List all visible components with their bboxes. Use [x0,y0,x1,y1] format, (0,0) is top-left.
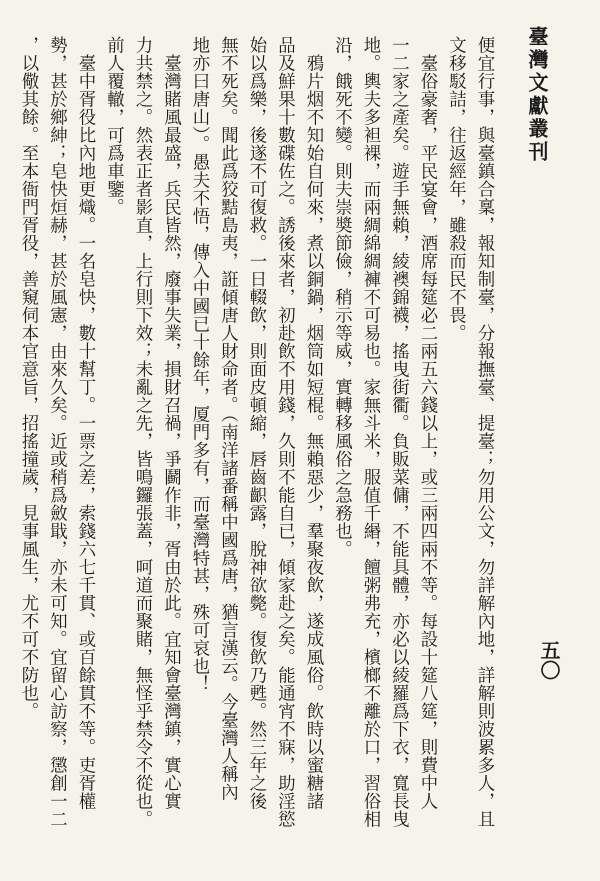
text-line: 沿，餓死不變。則夫崇奬節儉，稍示等威，實轉移風俗之急務也。 [331,36,352,558]
body-text [18,36,498,828]
text-line: 始以爲樂，後遂不可復救。一日輟飲，則面皮頓縮，唇齒齞露，脫神欲斃。復飲乃甦。然三年之後 [246,36,266,810]
text-line: 便宜行事，與臺鎮合稟，報知制臺，分報撫臺、提臺；勿用公文，勿詳解內地，詳解則波累多人，且 [474,36,494,828]
page-number: 五〇 [537,640,561,680]
text-line: 無不死矣。聞此爲狡黠島夷，誑傾唐人財命者。（南洋諸番稱中國爲唐，猶言漢云。今臺灣人稱內 [217,36,238,802]
text-line: 前人覆轍，可爲車鑒。 [103,36,124,216]
text-line: 一二家之產矣。遊手無賴，綾襖錦襪，搖曳街衢。負販菜傭，不能具體，亦必以綾羅爲下衣，寬長曳 [388,36,409,828]
text-line: 力共禁之。然表正者影直，上行則下效；未亂之先，皆鳴鑼張蓋，呵道而聚賭，無怪乎禁令不從也。 [132,36,152,828]
text-line: 臺中胥役比內地更熾。一名皂快，數十幫丁。一票之差，索錢六七千貫、或百餘貫不等。吏胥權 [75,54,95,810]
text-line: ，以儆其餘。至本衙門胥役，善窺伺本官意旨，招搖撞歲，見事風生，尤不可不防也。 [18,36,38,720]
text-line: 鴉片烟不知始自何來，煮以銅鍋，烟筒如短棍。無賴惡少，羣聚夜飲，遂成風俗。飲時以蜜糖諸 [303,54,323,810]
text-line: 臺俗豪奢，平民宴會，酒席每筵必二兩五六錢以上，或三兩四兩不等。每設十筵八筵，則費中人 [417,54,437,810]
running-header-title: 臺灣文獻叢刊 [525,26,549,164]
text-line: 勢，甚於鄉紳；皂快烜赫，甚於風憲，由來久矣。近或稍爲斂戢，亦未可知。宜留心訪察，懲創一二 [46,36,67,828]
text-line: 地。輿夫多袒裸，而兩綢綿綢褲不可易也。家無斗米，服值千緡，饘粥弗充，檳榔不離於口，習俗相 [360,36,380,828]
text-line: 文移駁詰，往返經年，雖殺而民不畏。 [445,36,466,342]
text-line: 臺灣賭風最盛，兵民皆然，廢事失業，損財召禍，爭鬬作非，胥由於此。宜知會臺灣鎮，實心實 [160,54,181,810]
text-line: 品及鮮果十數碟佐之。誘後來者，初赴飲不用錢，久則不能自已，傾家赴之矣。能通宵不寐，助淫慾 [274,36,295,828]
text-line: 地亦曰唐山）。愚夫不悟，傳入中國已十餘年，厦門多有，而臺灣特甚，殊可哀也！ [189,36,209,694]
